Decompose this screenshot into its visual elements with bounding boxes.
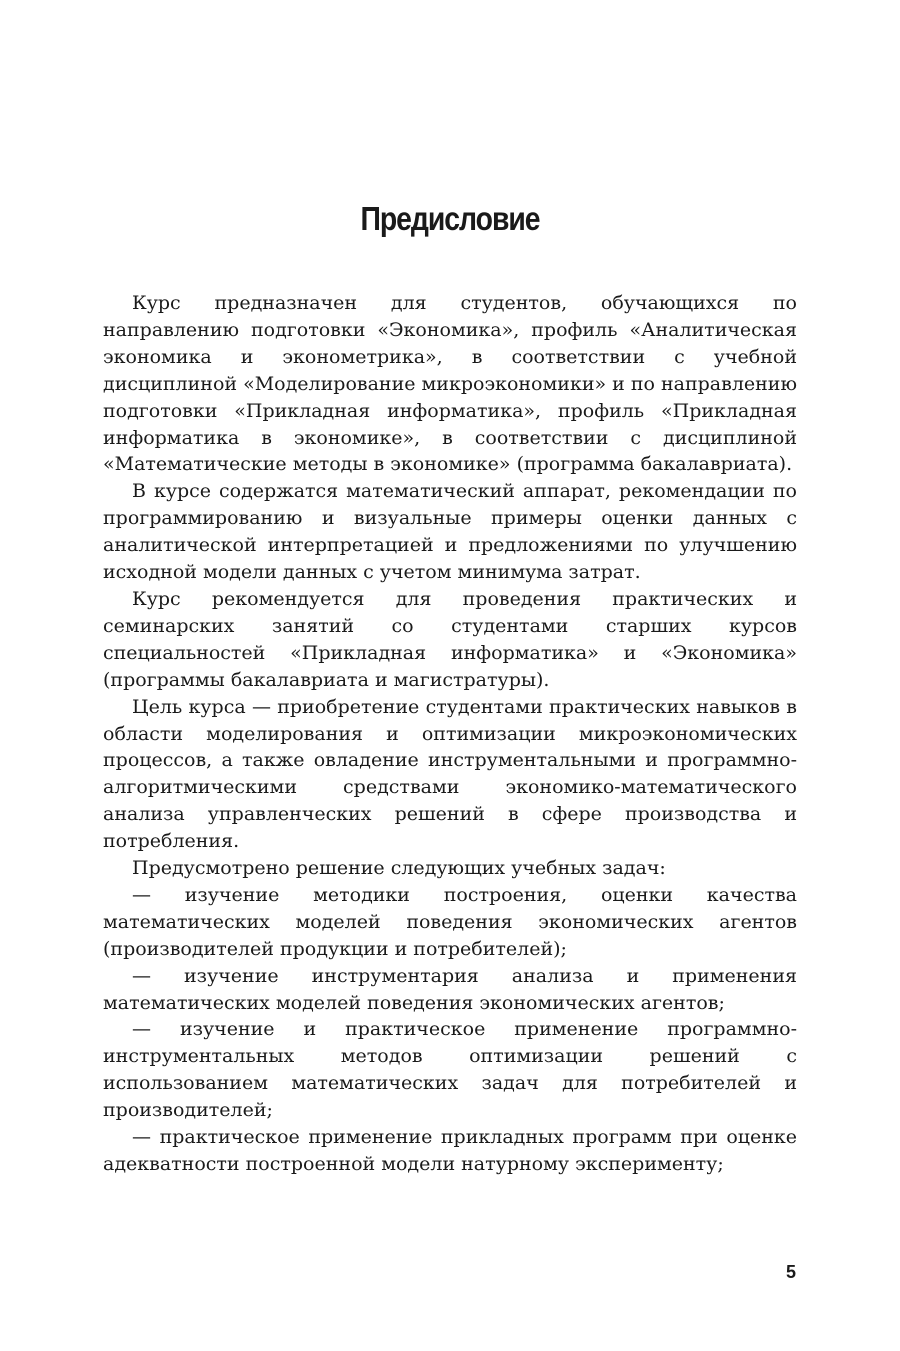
- paragraph-course-content: В курсе содержатся математический аппарат, рекомендации по программированию и визуальные примеры оценки данных с аналитической интерпретацией и предложениями по улучшению исходной модели данных с учетом минимума затрат.: [103, 480, 797, 584]
- task-list-item: — практическое применение прикладных программ при оценке адекватности построенной модели натурному эксперименту;: [103, 1126, 797, 1175]
- body-text: [103, 290, 797, 1178]
- paragraph-tasks-intro: Предусмотрено решение следующих учебных задач:: [132, 857, 666, 880]
- paragraph-course-purpose: Курс предназначен для студентов, обучающихся по направлению подготовки «Экономика», профиль «Аналитическая экономика и эконометрика», в соответствии с учебной дисциплиной «Моделирование микроэкономики» и по направлению подготовки «Прикладная информатика», профиль «Прикладная информатика в экономике», в соответствии с дисциплиной «Математические методы в экономике» (программа бакалавриата).: [103, 292, 798, 476]
- page-number: 5: [785, 1262, 796, 1282]
- task-list-item: — изучение методики построения, оценки качества математических моделей поведения экономических агентов (производителей продукции и потребителей);: [103, 883, 797, 960]
- page-heading: Предисловие: [360, 200, 540, 237]
- paragraph-course-goal: Цель курса — приобретение студентами практических навыков в области моделирования и оптимизации микроэкономических процессов, а также овладение инструментальными и программно-алгоритмическими средствами экономико-математического анализа управленческих решений в сфере производства и потребления.: [103, 695, 797, 853]
- paragraph-course-recommendation: Курс рекомендуется для проведения практических и семинарских занятий со студентами старших курсов специальностей «Прикладная информатика» и «Экономика» (программы бакалавриата и магистратуры).: [103, 587, 797, 691]
- task-list-item: — изучение инструментария анализа и применения математических моделей поведения экономических агентов;: [103, 964, 797, 1014]
- task-list-item: — изучение и практическое применение программно-инструментальных методов оптимизации решений с использованием математических задач для потребителей и производителей;: [103, 1018, 797, 1122]
